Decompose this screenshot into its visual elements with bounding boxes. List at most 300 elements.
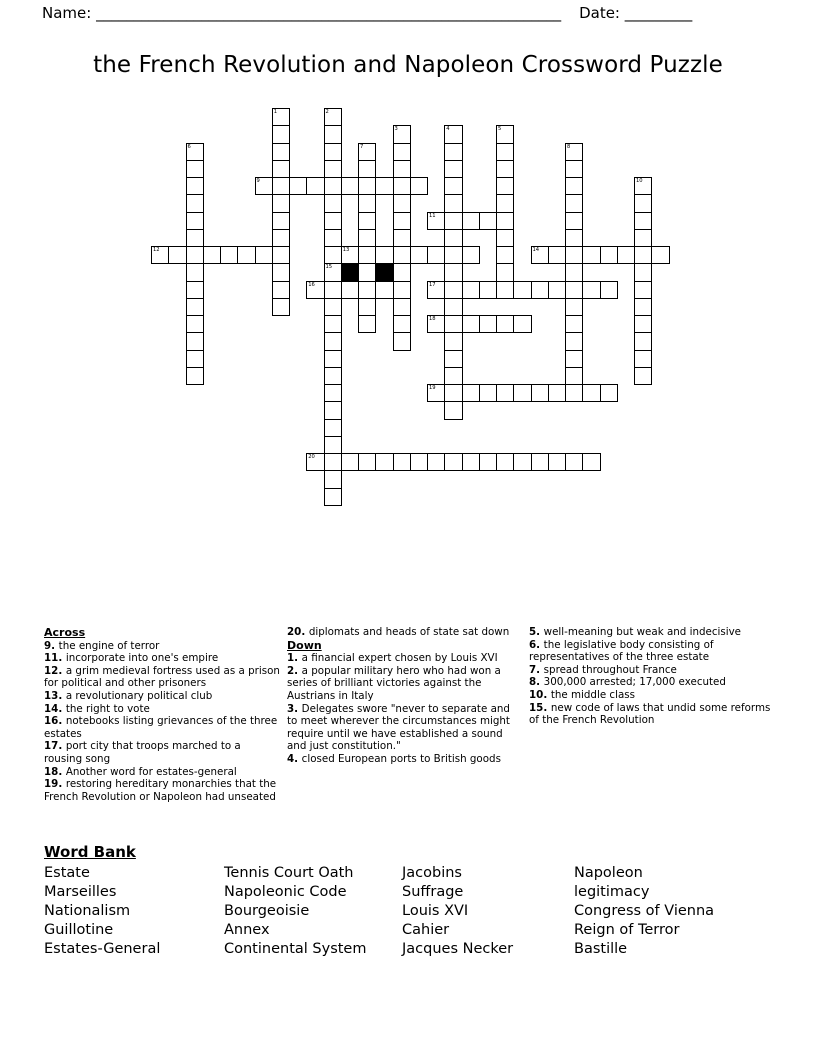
grid-cell[interactable] <box>565 212 583 230</box>
clue-text: a popular military hero who had won a series of brilliant victories against the Austrians in Italy <box>287 664 501 702</box>
grid-cell[interactable] <box>324 298 342 316</box>
grid-cell[interactable] <box>634 315 652 333</box>
grid-cell[interactable] <box>306 177 324 195</box>
grid-cell[interactable] <box>324 212 342 230</box>
grid-cell[interactable] <box>255 246 273 264</box>
grid-cell[interactable] <box>186 160 204 178</box>
word-bank-section <box>44 843 784 959</box>
grid-cell[interactable] <box>548 246 566 264</box>
grid-cell[interactable] <box>617 246 635 264</box>
grid-cell[interactable] <box>324 177 342 195</box>
clue-text: well-meaning but weak and indecisive <box>543 626 742 638</box>
word-bank-word: Bourgeoisie <box>224 903 310 919</box>
clue-item <box>287 665 515 703</box>
word-bank-word: Guillotine <box>44 922 114 938</box>
grid-cell[interactable] <box>393 229 411 247</box>
grid-cell[interactable] <box>444 263 462 281</box>
clue-item <box>529 676 774 689</box>
grid-cell[interactable] <box>444 160 462 178</box>
word-bank-word: legitimacy <box>574 884 650 900</box>
grid-cell[interactable] <box>358 315 376 333</box>
grid-cell[interactable] <box>393 281 411 299</box>
clue-number: 16. <box>44 715 66 728</box>
grid-cell[interactable] <box>600 281 618 299</box>
clue-text: notebooks listing grievances of the three estates <box>44 715 278 740</box>
grid-cell[interactable] <box>496 160 514 178</box>
grid-cell[interactable] <box>496 453 514 471</box>
clue-item <box>529 702 774 727</box>
grid-cell[interactable] <box>496 315 514 333</box>
grid-cell[interactable] <box>444 298 462 316</box>
grid-cell[interactable] <box>496 143 514 161</box>
grid-cell[interactable] <box>324 160 342 178</box>
clue-text: 300,000 arrested; 17,000 executed <box>543 676 726 689</box>
grid-cell[interactable] <box>634 194 652 212</box>
grid-cell[interactable] <box>393 212 411 230</box>
grid-cell[interactable] <box>358 212 376 230</box>
clue-item <box>44 740 282 765</box>
grid-cell[interactable] <box>272 177 290 195</box>
grid-cell[interactable] <box>393 160 411 178</box>
grid-cell-number: 20 <box>308 454 315 460</box>
grid-cell[interactable] <box>462 281 480 299</box>
grid-cell[interactable] <box>375 281 393 299</box>
grid-cell[interactable] <box>358 263 376 281</box>
clues-column-3 <box>529 626 774 727</box>
grid-cell[interactable] <box>496 177 514 195</box>
grid-cell[interactable] <box>565 315 583 333</box>
grid-cell[interactable] <box>186 229 204 247</box>
grid-cell[interactable] <box>427 315 445 333</box>
clue-item <box>44 766 282 779</box>
clue-item <box>44 703 282 716</box>
grid-cell[interactable] <box>272 160 290 178</box>
grid-cell[interactable] <box>358 177 376 195</box>
grid-cell-blocked <box>375 263 393 281</box>
grid-cell[interactable] <box>634 298 652 316</box>
grid-cell[interactable] <box>168 246 186 264</box>
grid-cell[interactable] <box>341 453 359 471</box>
grid-cell[interactable] <box>324 350 342 368</box>
clue-item <box>44 715 282 740</box>
clue-number: 2. <box>287 664 302 677</box>
grid-cell[interactable] <box>496 281 514 299</box>
word-bank-word: Napoleonic Code <box>224 884 347 900</box>
grid-cell[interactable] <box>444 246 462 264</box>
grid-cell[interactable] <box>324 453 342 471</box>
grid-cell[interactable] <box>272 298 290 316</box>
grid-cell[interactable] <box>444 384 462 402</box>
grid-cell[interactable] <box>427 212 445 230</box>
down-heading: Down <box>287 638 322 652</box>
grid-cell[interactable] <box>582 246 600 264</box>
grid-cell[interactable] <box>289 177 307 195</box>
clue-number: 4. <box>287 752 302 765</box>
grid-cell[interactable] <box>324 229 342 247</box>
grid-cell[interactable] <box>496 194 514 212</box>
grid-cell[interactable] <box>255 177 273 195</box>
grid-cell-number: 11 <box>429 212 436 219</box>
grid-cell[interactable] <box>324 125 342 143</box>
grid-cell[interactable] <box>324 488 342 506</box>
grid-cell[interactable] <box>186 177 204 195</box>
grid-cell-number: 6 <box>187 143 191 150</box>
clue-number: 7. <box>529 663 544 676</box>
grid-cell[interactable] <box>393 125 411 143</box>
grid-cell[interactable] <box>410 453 428 471</box>
clue-number: 1. <box>287 652 302 665</box>
grid-cell[interactable] <box>634 367 652 385</box>
grid-cell[interactable] <box>565 177 583 195</box>
clue-number: 14. <box>44 702 66 715</box>
word-bank-word: Bastille <box>574 941 628 957</box>
grid-cell[interactable] <box>582 453 600 471</box>
grid-cell-number: 5 <box>498 126 502 133</box>
clue-item <box>529 626 774 639</box>
grid-cell[interactable] <box>548 384 566 402</box>
grid-cell[interactable] <box>565 143 583 161</box>
grid-cell[interactable] <box>324 143 342 161</box>
grid-cell[interactable] <box>341 246 359 264</box>
grid-cell[interactable] <box>272 229 290 247</box>
grid-cell[interactable] <box>324 194 342 212</box>
grid-cell[interactable] <box>496 384 514 402</box>
clue-item <box>287 626 515 639</box>
grid-cell-blocked <box>341 263 359 281</box>
grid-cell-number: 17 <box>429 281 436 288</box>
clue-item <box>44 652 282 665</box>
word-bank-word: Estate <box>44 865 90 881</box>
grid-cell[interactable] <box>634 177 652 195</box>
grid-cell[interactable] <box>479 281 497 299</box>
clue-item <box>44 640 282 653</box>
clue-text: incorporate into one's empire <box>65 652 219 665</box>
clue-item <box>529 639 774 664</box>
grid-cell[interactable] <box>565 298 583 316</box>
grid-cell[interactable] <box>496 263 514 281</box>
grid-cell[interactable] <box>358 160 376 178</box>
grid-cell[interactable] <box>358 453 376 471</box>
word-bank-word: Suffrage <box>402 884 464 900</box>
page-title: the French Revolution and Napoleon Crossword Puzzle <box>93 52 723 78</box>
grid-cell[interactable] <box>565 229 583 247</box>
grid-cell[interactable] <box>513 315 531 333</box>
clue-item <box>44 778 282 803</box>
grid-cell[interactable] <box>324 281 342 299</box>
crossword-grid[interactable] <box>0 0 816 520</box>
grid-cell[interactable] <box>634 212 652 230</box>
grid-cell[interactable] <box>324 470 342 488</box>
clue-text: Another word for estates-general <box>65 765 237 778</box>
grid-cell[interactable] <box>496 229 514 247</box>
grid-cell[interactable] <box>462 315 480 333</box>
clue-number: 11. <box>44 652 66 665</box>
grid-cell[interactable] <box>186 350 204 368</box>
grid-cell[interactable] <box>462 384 480 402</box>
grid-cell[interactable] <box>324 436 342 454</box>
clue-item <box>44 665 282 690</box>
grid-cell[interactable] <box>548 281 566 299</box>
grid-cell[interactable] <box>427 281 445 299</box>
grid-cell[interactable] <box>272 125 290 143</box>
grid-cell[interactable] <box>444 367 462 385</box>
grid-cell-number: 10 <box>636 178 643 184</box>
clue-number: 12. <box>44 664 66 677</box>
grid-cell[interactable] <box>444 143 462 161</box>
grid-cell[interactable] <box>531 246 549 264</box>
grid-cell-number: 13 <box>342 247 350 253</box>
clue-text: closed European ports to British goods <box>301 752 501 765</box>
clue-number: 18. <box>44 765 66 778</box>
clue-text: the middle class <box>550 688 635 701</box>
clues-section <box>44 626 774 836</box>
grid-cell[interactable] <box>496 125 514 143</box>
clue-text: the right to vote <box>65 702 150 715</box>
clue-number: 5. <box>529 626 544 638</box>
grid-cell[interactable] <box>358 246 376 264</box>
clue-number: 9. <box>44 639 59 652</box>
grid-cell[interactable] <box>186 281 204 299</box>
grid-cell[interactable] <box>444 212 462 230</box>
clue-number: 6. <box>529 638 544 651</box>
grid-cell[interactable] <box>186 143 204 161</box>
grid-cell[interactable] <box>513 281 531 299</box>
grid-cell[interactable] <box>651 246 669 264</box>
grid-cell[interactable] <box>186 298 204 316</box>
grid-cell[interactable] <box>444 177 462 195</box>
grid-cell[interactable] <box>582 384 600 402</box>
grid-cell[interactable] <box>186 194 204 212</box>
word-bank-word: Nationalism <box>44 903 131 919</box>
clues-column-2 <box>287 626 515 766</box>
grid-cell[interactable] <box>186 246 204 264</box>
grid-cell[interactable] <box>341 281 359 299</box>
clue-text: new code of laws that undid some reforms of the French Revolution <box>529 701 771 727</box>
clue-item <box>529 689 774 702</box>
grid-cell[interactable] <box>496 246 514 264</box>
grid-cell[interactable] <box>444 332 462 350</box>
grid-cell[interactable] <box>358 229 376 247</box>
grid-cell[interactable] <box>203 246 221 264</box>
grid-cell[interactable] <box>324 246 342 264</box>
grid-cell[interactable] <box>272 108 290 126</box>
grid-cell-number: 8 <box>567 143 571 150</box>
date-field-label: Date: _________ <box>579 4 693 22</box>
grid-cell-number: 3 <box>394 126 398 133</box>
grid-cell[interactable] <box>393 143 411 161</box>
grid-cell[interactable] <box>186 367 204 385</box>
clue-number: 13. <box>44 689 66 702</box>
clue-number: 17. <box>44 740 66 753</box>
grid-cell[interactable] <box>479 384 497 402</box>
grid-cell[interactable] <box>565 281 583 299</box>
grid-cell[interactable] <box>565 453 583 471</box>
grid-cell[interactable] <box>375 177 393 195</box>
grid-cell[interactable] <box>220 246 238 264</box>
grid-cell[interactable] <box>324 263 342 281</box>
grid-cell[interactable] <box>513 453 531 471</box>
clue-number: 19. <box>44 778 66 791</box>
grid-cell[interactable] <box>634 350 652 368</box>
grid-cell-number: 19 <box>429 385 436 391</box>
grid-cell[interactable] <box>375 246 393 264</box>
grid-cell[interactable] <box>462 453 480 471</box>
grid-cell[interactable] <box>427 453 445 471</box>
grid-cell[interactable] <box>393 246 411 264</box>
grid-cell[interactable] <box>634 281 652 299</box>
word-bank-word: Marseilles <box>44 884 117 900</box>
clue-item <box>287 652 515 665</box>
clue-text: spread throughout France <box>543 663 677 676</box>
grid-cell[interactable] <box>600 246 618 264</box>
grid-cell[interactable] <box>186 315 204 333</box>
grid-cell[interactable] <box>358 143 376 161</box>
grid-cell[interactable] <box>341 177 359 195</box>
word-bank-word: Napoleon <box>574 865 643 881</box>
grid-cell[interactable] <box>358 194 376 212</box>
grid-cell[interactable] <box>531 384 549 402</box>
grid-cell[interactable] <box>479 453 497 471</box>
clue-number: 10. <box>529 688 551 701</box>
grid-cell[interactable] <box>324 315 342 333</box>
clue-item <box>44 690 282 703</box>
clues-column-1 <box>44 626 282 803</box>
grid-cell[interactable] <box>186 212 204 230</box>
grid-cell[interactable] <box>324 367 342 385</box>
grid-cell-number: 4 <box>446 126 450 133</box>
clue-text: diplomats and heads of state sat down <box>308 626 510 638</box>
grid-cell[interactable] <box>272 281 290 299</box>
grid-cell[interactable] <box>186 263 204 281</box>
grid-cell[interactable] <box>565 332 583 350</box>
grid-cell[interactable] <box>444 194 462 212</box>
grid-cell[interactable] <box>496 212 514 230</box>
word-bank-word: Continental System <box>224 941 367 957</box>
clue-item <box>287 703 515 753</box>
grid-cell[interactable] <box>634 332 652 350</box>
grid-cell[interactable] <box>237 246 255 264</box>
word-bank-word: Annex <box>224 922 270 938</box>
grid-cell[interactable] <box>462 246 480 264</box>
grid-cell[interactable] <box>565 384 583 402</box>
grid-cell[interactable] <box>324 401 342 419</box>
word-bank-word: Estates-General <box>44 941 161 957</box>
grid-cell[interactable] <box>444 350 462 368</box>
grid-cell[interactable] <box>634 263 652 281</box>
grid-cell[interactable] <box>306 281 324 299</box>
clue-number: 3. <box>287 702 302 715</box>
grid-cell[interactable] <box>375 453 393 471</box>
grid-cell[interactable] <box>272 246 290 264</box>
grid-cell[interactable] <box>272 143 290 161</box>
word-bank-list <box>44 864 784 959</box>
grid-cell[interactable] <box>358 298 376 316</box>
grid-cell-number: 1 <box>273 109 278 115</box>
grid-cell[interactable] <box>565 367 583 385</box>
clue-text: restoring hereditary monarchies that the French Revolution or Napoleon had unseated <box>44 778 277 803</box>
grid-cell[interactable] <box>444 401 462 419</box>
grid-cell[interactable] <box>324 108 342 126</box>
word-bank-word: Cahier <box>402 922 450 938</box>
grid-cell[interactable] <box>479 212 497 230</box>
word-bank-word: Congress of Vienna <box>574 903 715 919</box>
grid-cell[interactable] <box>272 263 290 281</box>
clue-number: 15. <box>529 701 551 714</box>
clue-text: Delegates swore "never to separate and to meet wherever the circumstances might require until we have established a sound and just constitution." <box>287 702 510 753</box>
grid-cell[interactable] <box>393 177 411 195</box>
grid-cell[interactable] <box>324 419 342 437</box>
grid-cell[interactable] <box>151 246 169 264</box>
grid-cell[interactable] <box>565 350 583 368</box>
grid-cell-number: 7 <box>360 143 364 150</box>
grid-cell[interactable] <box>565 263 583 281</box>
grid-cell[interactable] <box>427 246 445 264</box>
grid-cell[interactable] <box>479 315 497 333</box>
grid-cell[interactable] <box>548 453 566 471</box>
clue-text: a grim medieval fortress used as a prison for political and other prisoners <box>44 664 280 690</box>
grid-cell[interactable] <box>186 332 204 350</box>
grid-cell[interactable] <box>444 229 462 247</box>
word-bank-word: Tennis Court Oath <box>224 865 354 881</box>
grid-cell[interactable] <box>393 263 411 281</box>
grid-cell-number: 18 <box>429 316 436 322</box>
grid-cell[interactable] <box>565 246 583 264</box>
grid-cell[interactable] <box>462 212 480 230</box>
grid-cell[interactable] <box>358 281 376 299</box>
clue-text: port city that troops marched to a rousing song <box>44 740 241 765</box>
grid-cell-number: 14 <box>532 247 540 253</box>
word-bank-word: Jacobins <box>402 865 462 881</box>
grid-cell[interactable] <box>444 125 462 143</box>
grid-cell[interactable] <box>634 246 652 264</box>
grid-cell[interactable] <box>324 384 342 402</box>
grid-cell[interactable] <box>410 246 428 264</box>
grid-cell[interactable] <box>444 315 462 333</box>
grid-cell[interactable] <box>393 315 411 333</box>
grid-cell[interactable] <box>393 298 411 316</box>
grid-cell[interactable] <box>410 177 428 195</box>
grid-cell[interactable] <box>634 229 652 247</box>
grid-cell[interactable] <box>393 332 411 350</box>
clue-text: a revolutionary political club <box>65 689 213 702</box>
grid-cell[interactable] <box>531 281 549 299</box>
grid-cell-number: 16 <box>308 281 315 288</box>
grid-cell[interactable] <box>513 384 531 402</box>
grid-cell[interactable] <box>393 194 411 212</box>
clue-text: the legislative body consisting of representatives of the three estate <box>529 638 714 664</box>
word-bank-word: Reign of Terror <box>574 922 680 938</box>
grid-cell[interactable] <box>600 384 618 402</box>
word-bank-word: Jacques Necker <box>402 941 514 957</box>
grid-cell[interactable] <box>306 453 324 471</box>
grid-cell[interactable] <box>272 194 290 212</box>
grid-cell[interactable] <box>393 453 411 471</box>
grid-cell[interactable] <box>324 332 342 350</box>
grid-cell[interactable] <box>565 160 583 178</box>
grid-cell[interactable] <box>582 281 600 299</box>
name-field-label: Name: ______________________________________________________________ <box>42 4 562 22</box>
grid-cell[interactable] <box>531 453 549 471</box>
grid-cell[interactable] <box>444 281 462 299</box>
grid-cell-number: 2 <box>325 109 329 115</box>
grid-cell[interactable] <box>272 212 290 230</box>
grid-cell[interactable] <box>444 453 462 471</box>
grid-cell[interactable] <box>565 194 583 212</box>
clue-item <box>287 753 515 766</box>
grid-cell[interactable] <box>427 384 445 402</box>
across-heading: Across <box>44 626 86 639</box>
clue-item <box>529 664 774 677</box>
